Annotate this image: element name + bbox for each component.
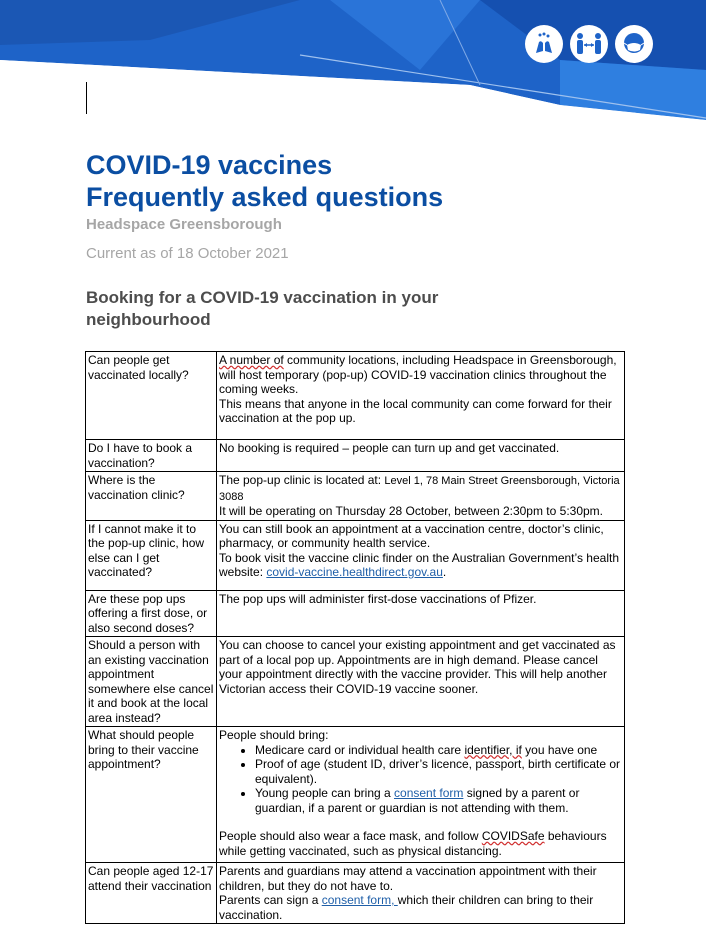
current-as-of: Current as of 18 October 2021	[86, 245, 289, 262]
handwashing-icon	[525, 25, 563, 63]
table-row	[86, 352, 625, 440]
text-cursor	[86, 82, 87, 114]
answer-text: This means that anyone in the local community can come forward for their vaccination at the pop up.	[219, 396, 612, 425]
question-cell: Are these pop ups offering a first dose, or also second doses?	[86, 590, 217, 637]
social-distancing-icon	[570, 25, 608, 63]
answer-text: .	[442, 565, 447, 579]
answer-text: To book visit the vaccine clinic finder on the Australian Government’s health website:	[219, 550, 619, 579]
table-row	[86, 440, 625, 472]
table-row	[86, 863, 625, 924]
list-item: • Medicare card or individual health care identifier, if you have one	[255, 743, 622, 758]
answer-text: Parents can sign a	[219, 893, 322, 907]
list-item: • Proof of age (student ID, driver’s licence, passport, birth certificate or equivalent).	[255, 757, 622, 786]
question-cell: Do I have to book a vaccination?	[86, 440, 217, 472]
page-subtitle: Headspace Greensborough	[86, 216, 282, 233]
answer-cell: The pop ups will administer first-dose vaccinations of Pfizer.	[217, 590, 625, 637]
section-heading: Booking for a COVID-19 vaccination in your neighbourhood	[86, 288, 439, 329]
question-cell: Should a person with an existing vaccination appointment somewhere else cancel it and book at the local area instead?	[86, 637, 217, 727]
answer-text: which their children can bring to their vaccination.	[219, 893, 594, 922]
clinic-address: Level 1, 78 Main Street Greensborough, Victoria 3088	[219, 475, 620, 503]
faq-table	[85, 351, 625, 924]
question-cell: Where is the vaccination clinic?	[86, 472, 217, 521]
table-row	[86, 637, 625, 727]
answer-text: Parents and guardians may attend a vaccination appointment with their children, but they do not have to.	[219, 864, 597, 893]
answer-cell	[217, 352, 625, 440]
table-row	[86, 472, 625, 521]
list-item: • Young people can bring a consent form signed by a parent or guardian, if a parent or guardian is not attending with them.	[255, 786, 622, 815]
bring-list	[219, 743, 622, 816]
consent-form-link[interactable]: consent form,	[321, 893, 398, 907]
question-cell: If I cannot make it to the pop-up clinic, how else can I get vaccinated?	[86, 520, 217, 590]
answer-text: People should bring:	[219, 728, 329, 742]
header-icon-group	[525, 25, 653, 63]
face-mask-icon	[615, 25, 653, 63]
answer-cell	[217, 863, 625, 924]
answer-cell: You can choose to cancel your existing appointment and get vaccinated as part of a local pop up. Appointments are in high demand. Please cancel your appointment directly with the vaccine provider. This will help another Victorian access their COVID-19 vaccine sooner.	[217, 637, 625, 727]
consent-form-link[interactable]: consent form	[394, 786, 464, 800]
answer-cell: No booking is required – people can turn up and get vaccinated.	[217, 440, 625, 472]
answer-text: People should also wear a face mask, and follow COVIDSafe behaviours while getting vaccinated, such as physical distancing.	[219, 829, 607, 858]
answer-text: You can still book an appointment at a vaccination centre, doctor’s clinic, pharmacy, or community health service.	[219, 521, 604, 550]
title-line-2: Frequently asked questions	[86, 182, 444, 212]
answer-text: community locations, including Headspace in Greensborough, will host temporary (pop-up) COVID-19 vaccination clinics throughout the coming weeks.	[219, 353, 617, 396]
question-cell: Can people get vaccinated locally?	[86, 352, 217, 440]
answer-text: A number of	[219, 353, 284, 367]
table-row	[86, 590, 625, 637]
answer-cell	[217, 472, 625, 521]
answer-cell	[217, 727, 625, 863]
table-row	[86, 520, 625, 590]
healthdirect-link[interactable]: covid-vaccine.healthdirect.gov.au	[266, 565, 443, 579]
answer-text: It will be operating on Thursday 28 October, between 2:30pm to 5:30pm.	[219, 504, 604, 518]
answer-cell	[217, 520, 625, 590]
answer-text: The pop-up clinic is located at:	[219, 473, 385, 487]
title-line-1: COVID-19 vaccines	[86, 150, 333, 180]
table-row	[86, 727, 625, 863]
question-cell: What should people bring to their vaccine appointment?	[86, 727, 217, 863]
question-cell: Can people aged 12-17 attend their vaccination	[86, 863, 217, 924]
page-title	[86, 149, 443, 213]
